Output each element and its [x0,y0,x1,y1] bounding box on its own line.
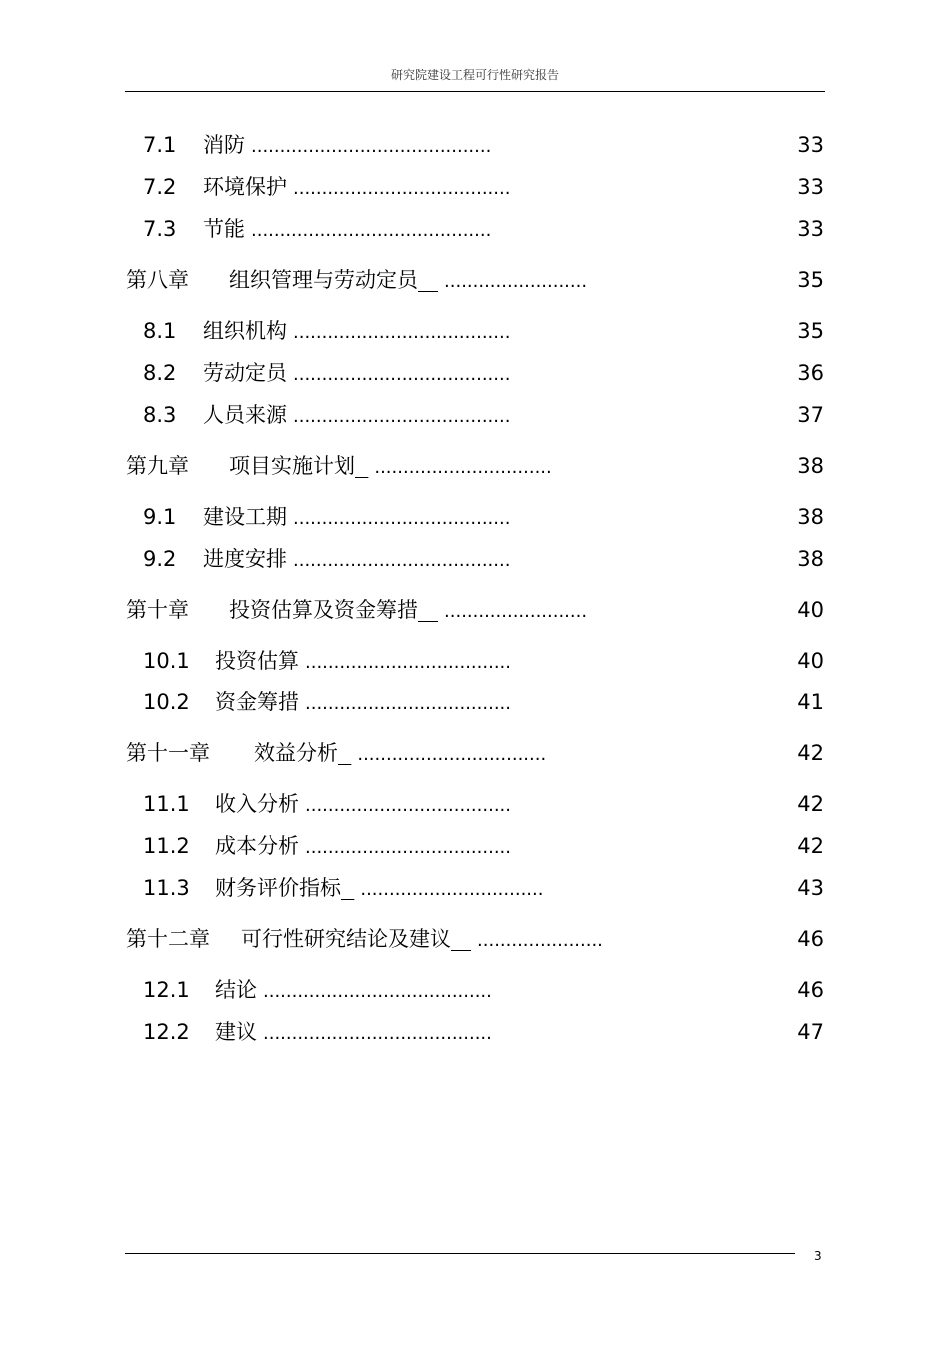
toc-page-number: 46 [797,927,824,951]
toc-entry[interactable] [143,872,543,904]
toc-page-number: 38 [797,454,824,478]
toc-entry-title: 结论 [215,978,257,1002]
toc-entry-title: 收入分析 [215,792,299,816]
toc-chapter-entry[interactable] [126,450,552,482]
toc-chapter-entry[interactable] [126,737,546,769]
toc-entry-title: 进度安排 [203,547,287,571]
toc-entry[interactable] [143,399,510,431]
toc-entry[interactable] [143,788,511,820]
toc-entry-label[interactable] [143,129,245,161]
toc-entry-number: 8.3 [143,403,177,427]
toc-leader-dots: ...................................... [293,550,511,571]
toc-entry-number: 8.1 [143,319,177,343]
toc-entry-label[interactable] [126,264,438,296]
toc-entry-label[interactable] [143,974,257,1006]
toc-entry[interactable] [143,543,510,575]
toc-page-number: 47 [797,1020,824,1044]
toc-chapter-entry[interactable] [126,923,603,955]
toc-entry[interactable] [143,357,510,389]
toc-entry-number: 第十二章 [126,927,210,951]
toc-entry-title: 效益分析 [254,741,338,765]
toc-entry-title: 财务评价指标 [215,876,341,900]
footer-page-number: 3 [814,1249,822,1263]
toc-entry-number: 7.2 [143,175,177,199]
toc-entry[interactable] [143,213,491,245]
toc-page-number: 42 [797,834,824,858]
toc-entry-label[interactable] [143,543,287,575]
toc-entry-number: 12.2 [143,1020,190,1044]
toc-entry-number: 第八章 [126,268,189,292]
toc-entry-label[interactable] [143,645,299,677]
toc-entry-number: 12.1 [143,978,190,1002]
toc-chapter-entry[interactable] [126,264,587,296]
toc-entry-number: 9.2 [143,547,177,571]
toc-leader-dots: ...................... [477,930,603,951]
toc-entry-number: 第十一章 [126,741,210,765]
toc-page-number: 33 [797,133,824,157]
toc-page-number: 42 [797,741,824,765]
toc-entry-number: 7.1 [143,133,177,157]
toc-entry[interactable] [143,171,510,203]
toc-entry-title: 建设工期 [203,505,287,529]
toc-entry-title: 环境保护 [203,175,287,199]
toc-entry-label[interactable] [143,315,287,347]
toc-entry-number: 9.1 [143,505,177,529]
toc-chapter-entry[interactable] [126,594,587,626]
toc-page-number: 46 [797,978,824,1002]
header-title: 研究院建设工程可行性研究报告 [390,68,559,82]
toc-leader-dots: ......................... [444,271,588,292]
toc-leader-dots: .................................... [305,795,511,816]
toc-leader-dots: ........................................ [263,1023,492,1044]
toc-page-number: 41 [797,690,824,714]
toc-page-number: 42 [797,792,824,816]
toc-entry-label[interactable] [143,213,245,245]
toc-entry-title: 组织机构 [203,319,287,343]
toc-entry-title: 劳动定员 [203,361,287,385]
toc-entry-label[interactable] [143,1016,257,1048]
toc-entry-label[interactable] [126,923,471,955]
toc-entry-title: 节能 [203,217,245,241]
toc-entry-label[interactable] [143,872,354,904]
toc-entry-title: 投资估算 [215,649,299,673]
toc-entry-number: 10.1 [143,649,190,673]
toc-leader-dots: ......................... [444,601,588,622]
toc-page-number: 37 [797,403,824,427]
toc-entry-number: 10.2 [143,690,190,714]
toc-entry[interactable] [143,974,492,1006]
toc-entry-number: 7.3 [143,217,177,241]
toc-page-number: 36 [797,361,824,385]
toc-entry-label[interactable] [126,450,368,482]
toc-entry-label[interactable] [126,737,351,769]
toc-leader-dots: ........................................ [263,981,492,1002]
toc-entry-label[interactable] [143,501,287,533]
toc-page-number: 35 [797,319,824,343]
toc-entry[interactable] [143,129,491,161]
toc-entry-label[interactable] [143,171,287,203]
toc-entry-title: 人员来源 [203,403,287,427]
toc-entry-title: 资金筹措 [215,690,299,714]
toc-page-number: 35 [797,268,824,292]
toc-entry[interactable] [143,315,510,347]
toc-entry-label[interactable] [126,594,438,626]
toc-leader-dots: ................................ [360,879,544,900]
toc-leader-dots: ...................................... [293,508,511,529]
toc-leader-dots: ................................. [357,744,547,765]
toc-entry-label[interactable] [143,357,287,389]
toc-page-number: 40 [797,649,824,673]
toc-leader-dots: .......................................... [251,220,492,241]
toc-leader-dots: ...................................... [293,322,511,343]
toc-page-number: 43 [797,876,824,900]
toc-page-number: 38 [797,505,824,529]
toc-leader-dots: .................................... [305,837,511,858]
toc-leader-dots: .................................... [305,693,511,714]
toc-entry-title: 成本分析 [215,834,299,858]
toc-entry[interactable] [143,830,511,862]
footer-divider [125,1253,795,1254]
toc-entry[interactable] [143,1016,492,1048]
toc-entry-title: 可行性研究结论及建议 [241,927,451,951]
toc-leader-dots: ...................................... [293,364,511,385]
toc-entry[interactable] [143,645,511,677]
toc-page-number: 40 [797,598,824,622]
toc-entry-label[interactable] [143,399,287,431]
toc-entry-number: 8.2 [143,361,177,385]
toc-leader-dots: .................................... [305,652,511,673]
toc-entry-number: 第十章 [126,598,189,622]
toc-entry-label[interactable] [143,686,299,718]
toc-entry-label[interactable] [143,830,299,862]
toc-entry-title: 组织管理与劳动定员 [229,268,418,292]
toc-page-number: 33 [797,217,824,241]
toc-entry-number: 11.2 [143,834,190,858]
toc-entry[interactable] [143,686,511,718]
toc-leader-dots: ............................... [374,457,552,478]
toc-page-number: 33 [797,175,824,199]
toc-entry-title: 投资估算及资金筹措 [229,598,418,622]
toc-page-number: 38 [797,547,824,571]
toc-entry-title: 消防 [203,133,245,157]
toc-leader-dots: ...................................... [293,178,511,199]
toc-leader-dots: .......................................... [251,136,492,157]
toc-entry-number: 第九章 [126,454,189,478]
toc-entry[interactable] [143,501,510,533]
toc-entry-title: 项目实施计划 [229,454,355,478]
toc-entry-label[interactable] [143,788,299,820]
toc-entry-number: 11.3 [143,876,190,900]
toc-leader-dots: ...................................... [293,406,511,427]
header-divider [125,91,825,92]
toc-entry-title: 建议 [215,1020,257,1044]
toc-entry-number: 11.1 [143,792,190,816]
